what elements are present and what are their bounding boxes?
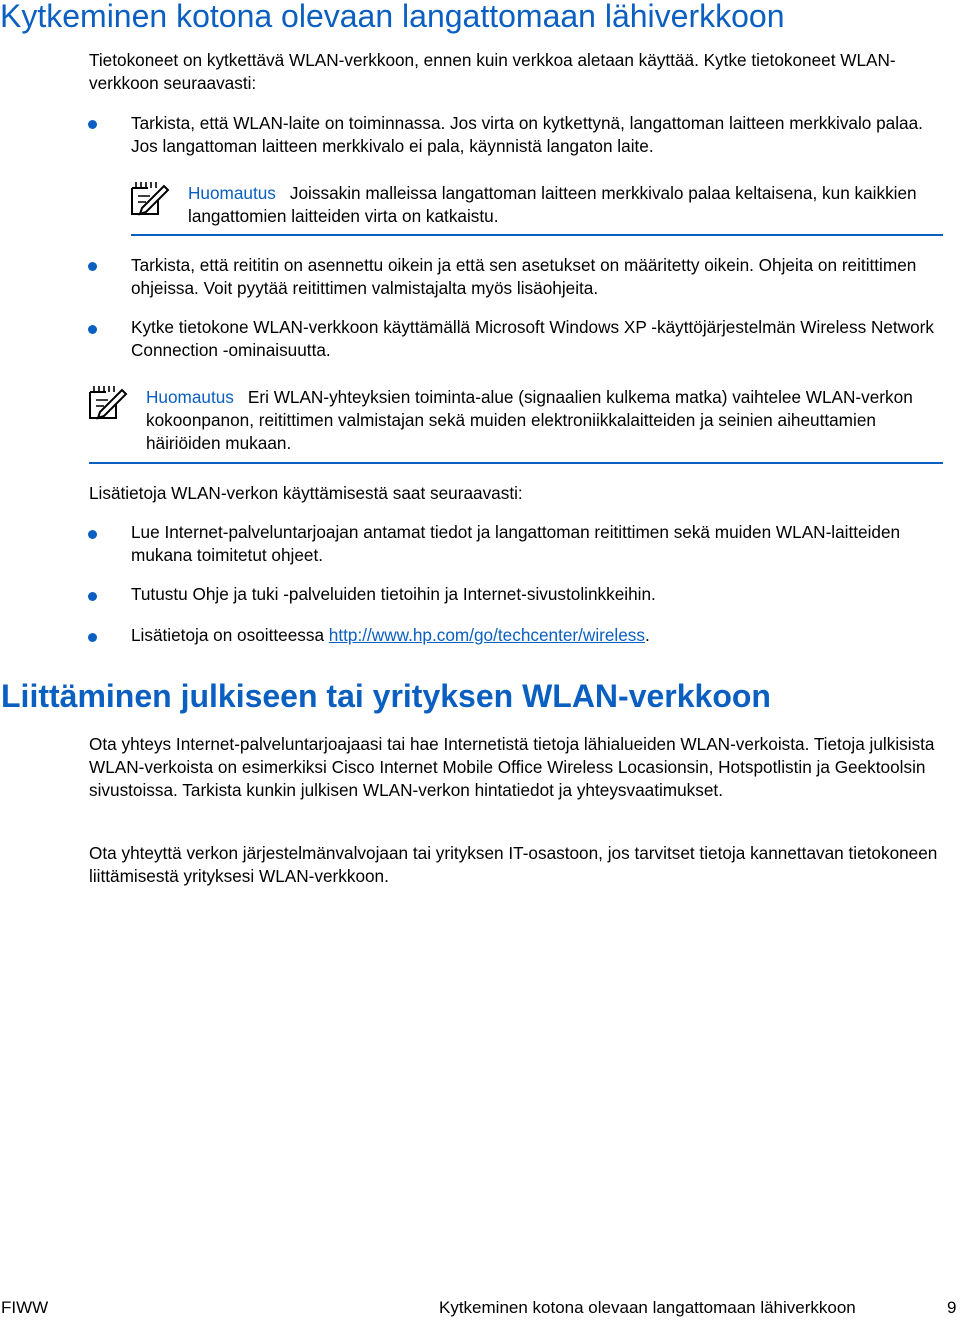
wireless-link[interactable]: http://www.hp.com/go/techcenter/wireless: [328, 625, 645, 645]
note-label: Huomautus: [188, 183, 276, 203]
bullet-icon: [88, 325, 97, 334]
note-box: [146, 386, 946, 455]
note-pencil-icon: [128, 178, 170, 218]
intro-paragraph: Tietokoneet on kytkettävä WLAN-verkkoon, ennen kuin verkkoa aletaan käyttää. Kytke tietokoneet WLAN-verkkoon seuraavasti:: [89, 50, 896, 93]
list-item: Tarkista, että WLAN-laite on toiminnassa. Jos virta on kytkettynä, langattoman laitteen merkkivalo palaa. Jos langattoman laitteen merkkivalo ei pala, käynnistä langaton laite.: [131, 113, 923, 156]
more-info-paragraph: Lisätietoja WLAN-verkon käyttämisestä saat seuraavasti:: [89, 483, 523, 503]
page-number: 9: [947, 1298, 957, 1317]
bullet-icon: [88, 592, 97, 601]
note-divider: [131, 234, 943, 236]
paragraph: Ota yhteyttä verkon järjestelmänvalvojaan tai yrityksen IT-osastoon, jos tarvitset tietoja kannettavan tietokoneen liittämisestä yrityksesi WLAN-verkkoon.: [89, 843, 938, 886]
bullet-icon: [88, 262, 97, 271]
note-text: Eri WLAN-yhteyksien toiminta-alue (signaalien kulkema matka) vaihtelee WLAN-verkon kokoonpanon, reitittimen valmistajan sekä muiden elektroniikkalaitteiden ja seinien aiheuttamien häiriöiden mukaan.: [146, 387, 913, 453]
link-prefix: Lisätietoja on osoitteessa: [131, 625, 329, 645]
list-item: [131, 624, 946, 647]
section-title: Kytkeminen kotona olevaan langattomaan lähiverkkoon: [0, 0, 785, 34]
note-label: Huomautus: [146, 387, 234, 407]
footer-left: FIWW: [1, 1298, 49, 1317]
note-divider: [89, 462, 943, 464]
bullet-icon: [88, 633, 97, 642]
note-pencil-icon: [86, 382, 128, 422]
note-text: Joissakin malleissa langattoman laitteen merkkivalo palaa keltaisena, kun kaikkien langattomien laitteiden virta on katkaistu.: [188, 183, 917, 226]
section-title: Liittäminen julkiseen tai yrityksen WLAN-verkkoon: [1, 678, 771, 714]
link-suffix: .: [645, 625, 650, 645]
list-item: Kytke tietokone WLAN-verkkoon käyttämällä Microsoft Windows XP -käyttöjärjestelmän Wireless Network Connection -ominaisuutta.: [131, 317, 934, 360]
footer-chapter: Kytkeminen kotona olevaan langattomaan lähiverkkoon: [439, 1298, 856, 1317]
paragraph: Ota yhteys Internet-palveluntarjoajaasi tai hae Internetistä tietoja lähialueiden WLAN-verkoista. Tietoja julkisista WLAN-verkoista on esimerkiksi Cisco Internet Mobile Office Wireless Locasionsin, Hotspotlistin ja Geektoolsin sivustoissa. Tarkista kunkin julkisen WLAN-verkon hintatiedot ja yhteysvaatimukset.: [89, 734, 935, 800]
note-box: [188, 182, 938, 228]
list-item: Tutustu Ohje ja tuki -palveluiden tietoihin ja Internet-sivustolinkkeihin.: [131, 584, 656, 604]
bullet-icon: [88, 530, 97, 539]
list-item: Lue Internet-palveluntarjoajan antamat tiedot ja langattoman reitittimen sekä muiden WLAN-laitteiden mukana toimitetut ohjeet.: [131, 522, 901, 565]
bullet-icon: [88, 120, 97, 129]
list-item: Tarkista, että reititin on asennettu oikein ja että sen asetukset on määritetty oikein. Ohjeita on reitittimen ohjeissa. Voit pyytää reitittimen valmistajalta myös lisäohjeita.: [131, 255, 917, 298]
